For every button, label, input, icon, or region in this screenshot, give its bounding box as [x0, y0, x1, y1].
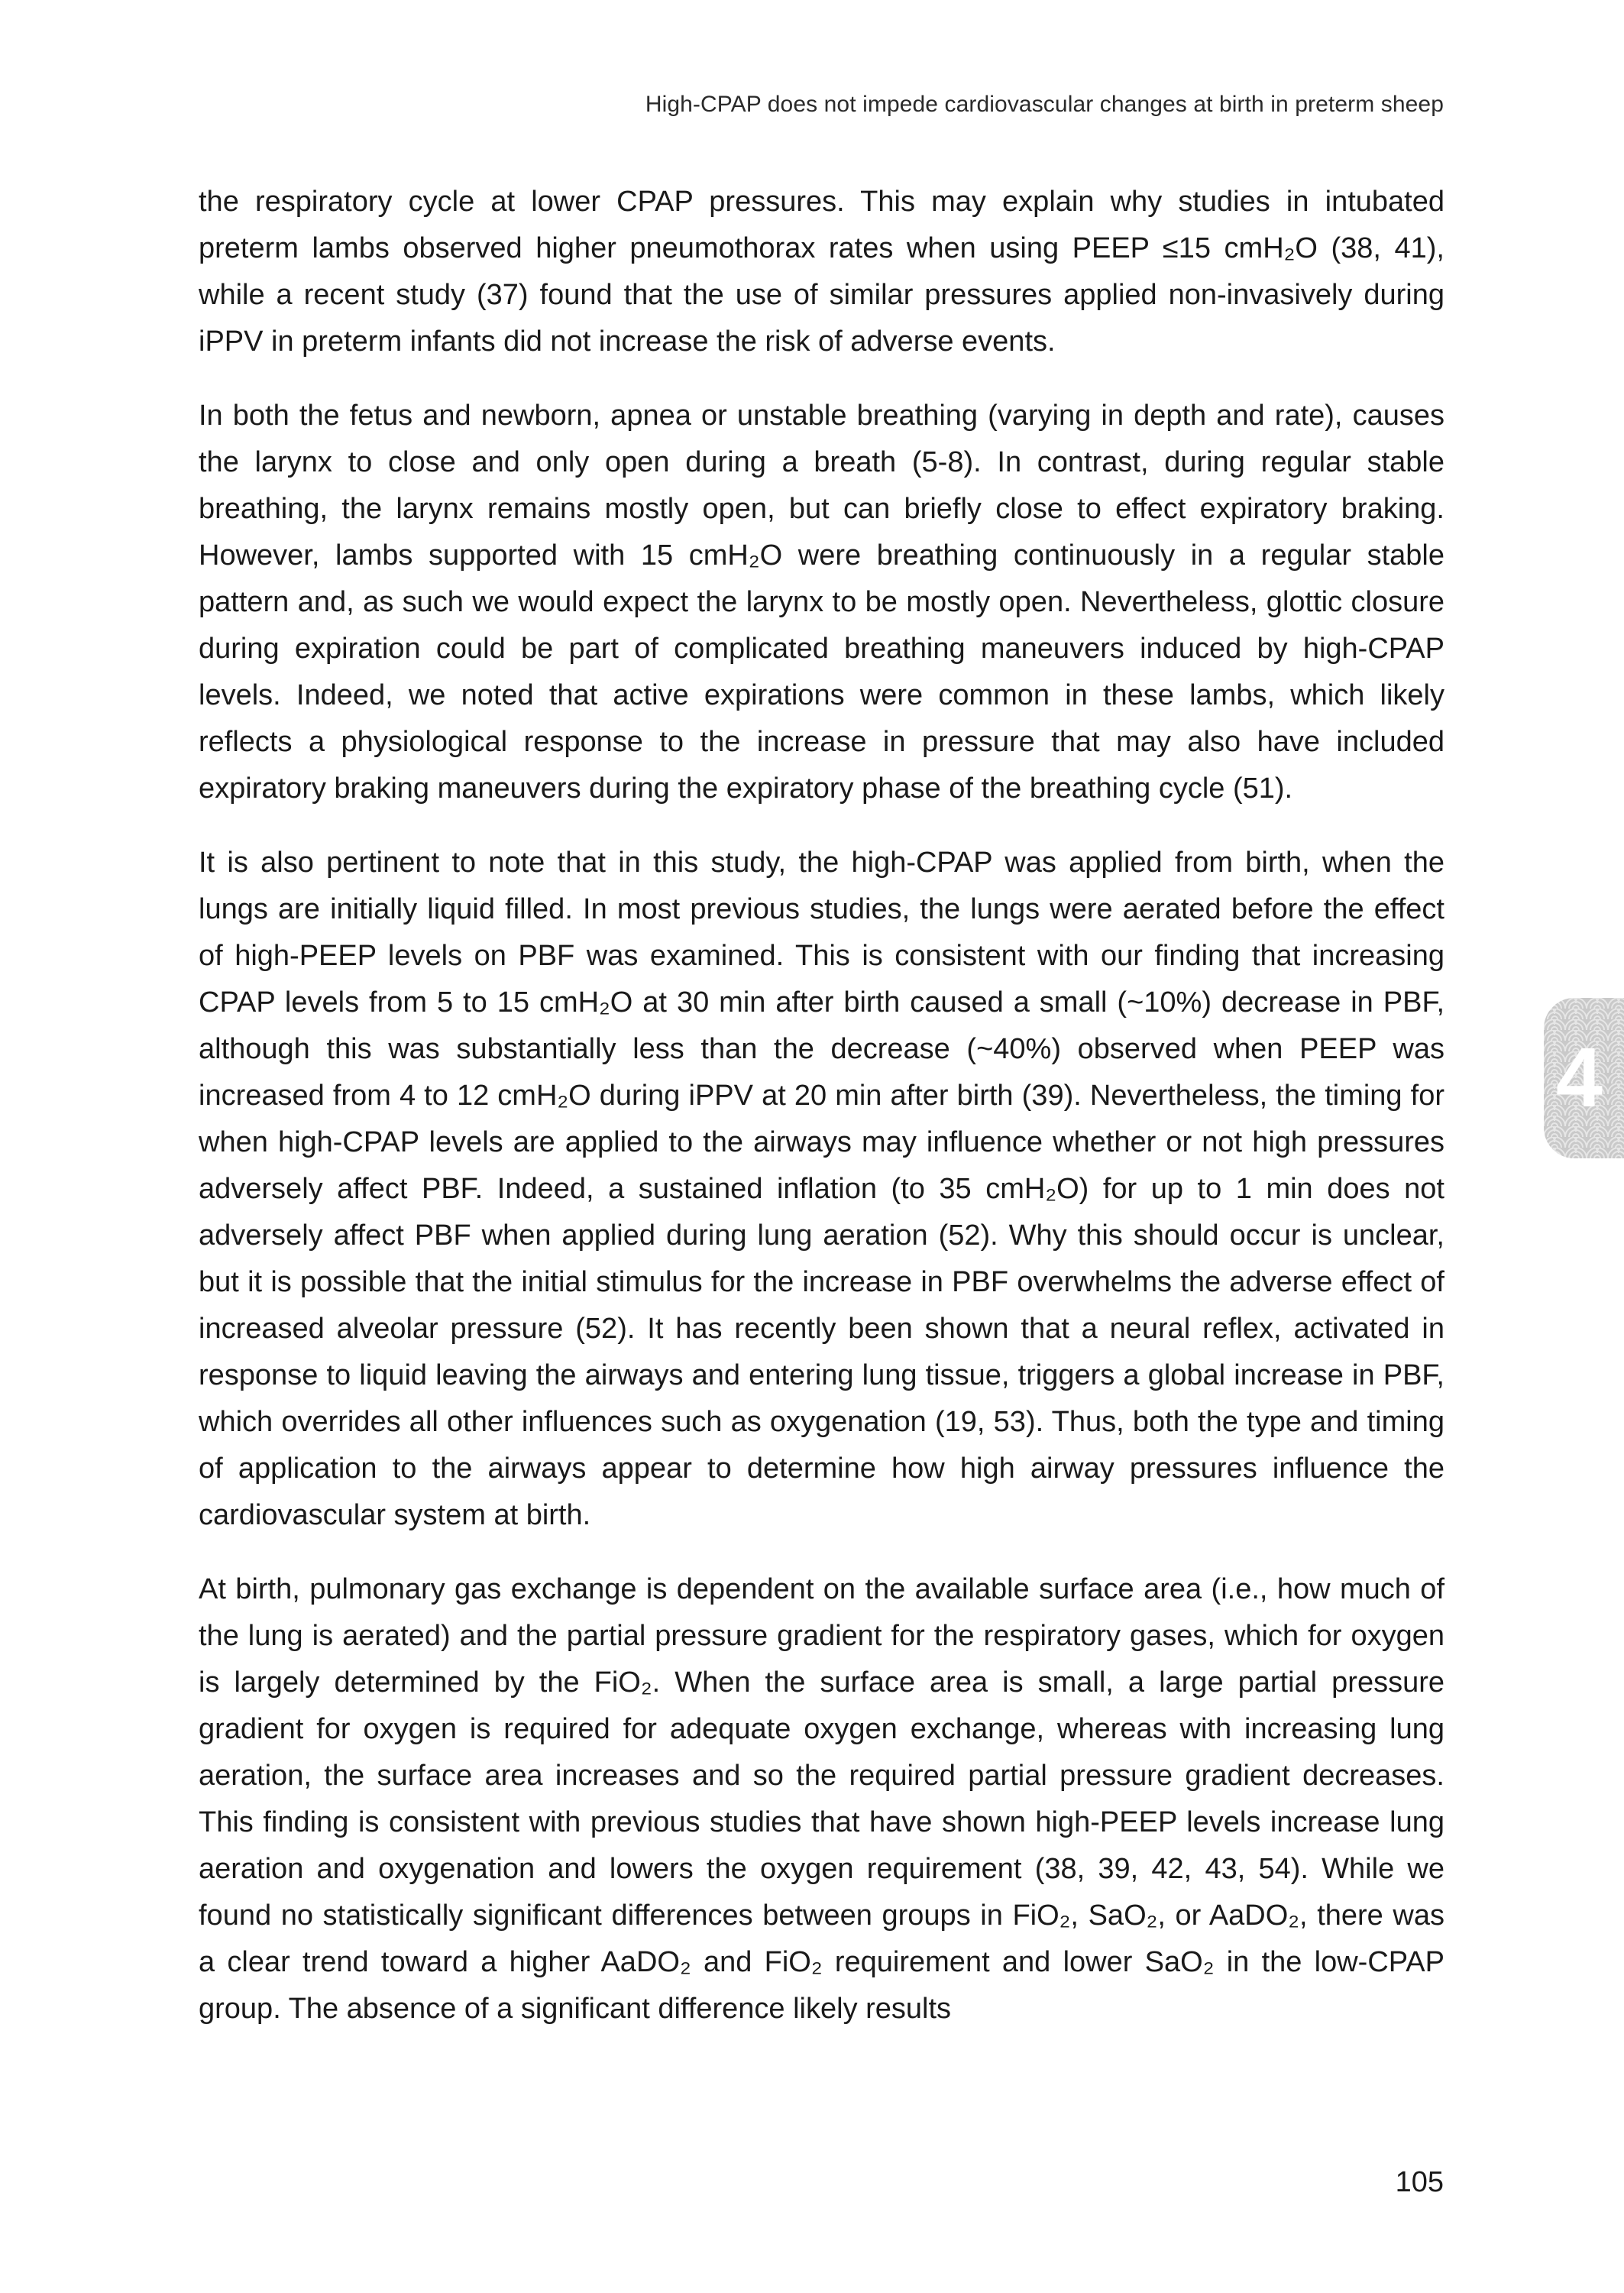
paragraph-2: In both the fetus and newborn, apnea or unstable breathing (varying in depth and rate), causes the larynx to close and only open during a breath (5-8). In contrast, during regular stable breathing, the larynx remains mostly open, but can briefly close to effect expiratory braking. However, lambs supported with 15 cmH₂O were breathing continuously in a regular stable pattern and, as such we would expect the larynx to be mostly open. Nevertheless, glottic closure during expiration could be part of complicated breathing maneuvers induced by high-CPAP levels. Indeed, we noted that active expirations were common in these lambs, which likely reflects a physiological response to the increase in pressure that may also have included expiratory braking maneuvers during the expiratory phase of the breathing cycle (51). — [199, 400, 1444, 805]
running-header: High-CPAP does not impede cardiovascular changes at birth in preterm sheep — [645, 92, 1444, 117]
body-text — [199, 179, 1444, 2060]
paragraph-4: At birth, pulmonary gas exchange is dependent on the available surface area (i.e., how much of the lung is aerated) and the partial pressure gradient for the respiratory gases, which for oxygen is largely determined by the FiO₂. When the surface area is small, a large partial pressure gradient for oxygen is required for adequate oxygen exchange, whereas with increasing lung aeration, the surface area increases and so the required partial pressure gradient decreases. This finding is consistent with previous studies that have shown high-PEEP levels increase lung aeration and oxygenation and lowers the oxygen requirement (38, 39, 42, 43, 54). While we found no statistically significant differences between groups in FiO₂, SaO₂, or AaDO₂, there was a clear trend toward a higher AaDO₂ and FiO₂ requirement and lower SaO₂ in the low-CPAP group. The absence of a significant difference likely results — [199, 1573, 1444, 2025]
paragraph-3: It is also pertinent to note that in this study, the high-CPAP was applied from birth, when the lungs are initially liquid filled. In most previous studies, the lungs were aerated before the effect of high-PEEP levels on PBF was examined. This is consistent with our finding that increasing CPAP levels from 5 to 15 cmH₂O at 30 min after birth caused a small (~10%) decrease in PBF, although this was substantially less than the decrease (~40%) observed when PEEP was increased from 4 to 12 cmH₂O during iPPV at 20 min after birth (39). Nevertheless, the timing for when high-CPAP levels are applied to the airways may influence whether or not high pressures adversely affect PBF. Indeed, a sustained inflation (to 35 cmH₂O) for up to 1 min does not adversely affect PBF when applied during lung aeration (52). Why this should occur is unclear, but it is possible that the initial stimulus for the increase in PBF overwhelms the adverse effect of increased alveolar pressure (52). It has recently been shown that a neural reflex, activated in response to liquid leaving the airways and entering lung tissue, triggers a global increase in PBF, which overrides all other influences such as oxygenation (19, 53). Thus, both the type and timing of application to the airways appear to determine how high airway pressures influence the cardiovascular system at birth. — [199, 847, 1444, 1531]
chapter-number: 4 — [1555, 1031, 1603, 1125]
chapter-tab — [1544, 998, 1624, 1158]
paragraph-1: the respiratory cycle at lower CPAP pressures. This may explain why studies in intubated preterm lambs observed higher pneumothorax rates when using PEEP ≤15 cmH₂O (38, 41), while a recent study (37) found that the use of similar pressures applied non-invasively during iPPV in preterm infants did not increase the risk of adverse events. — [199, 186, 1444, 358]
page-number: 105 — [1395, 2166, 1444, 2198]
